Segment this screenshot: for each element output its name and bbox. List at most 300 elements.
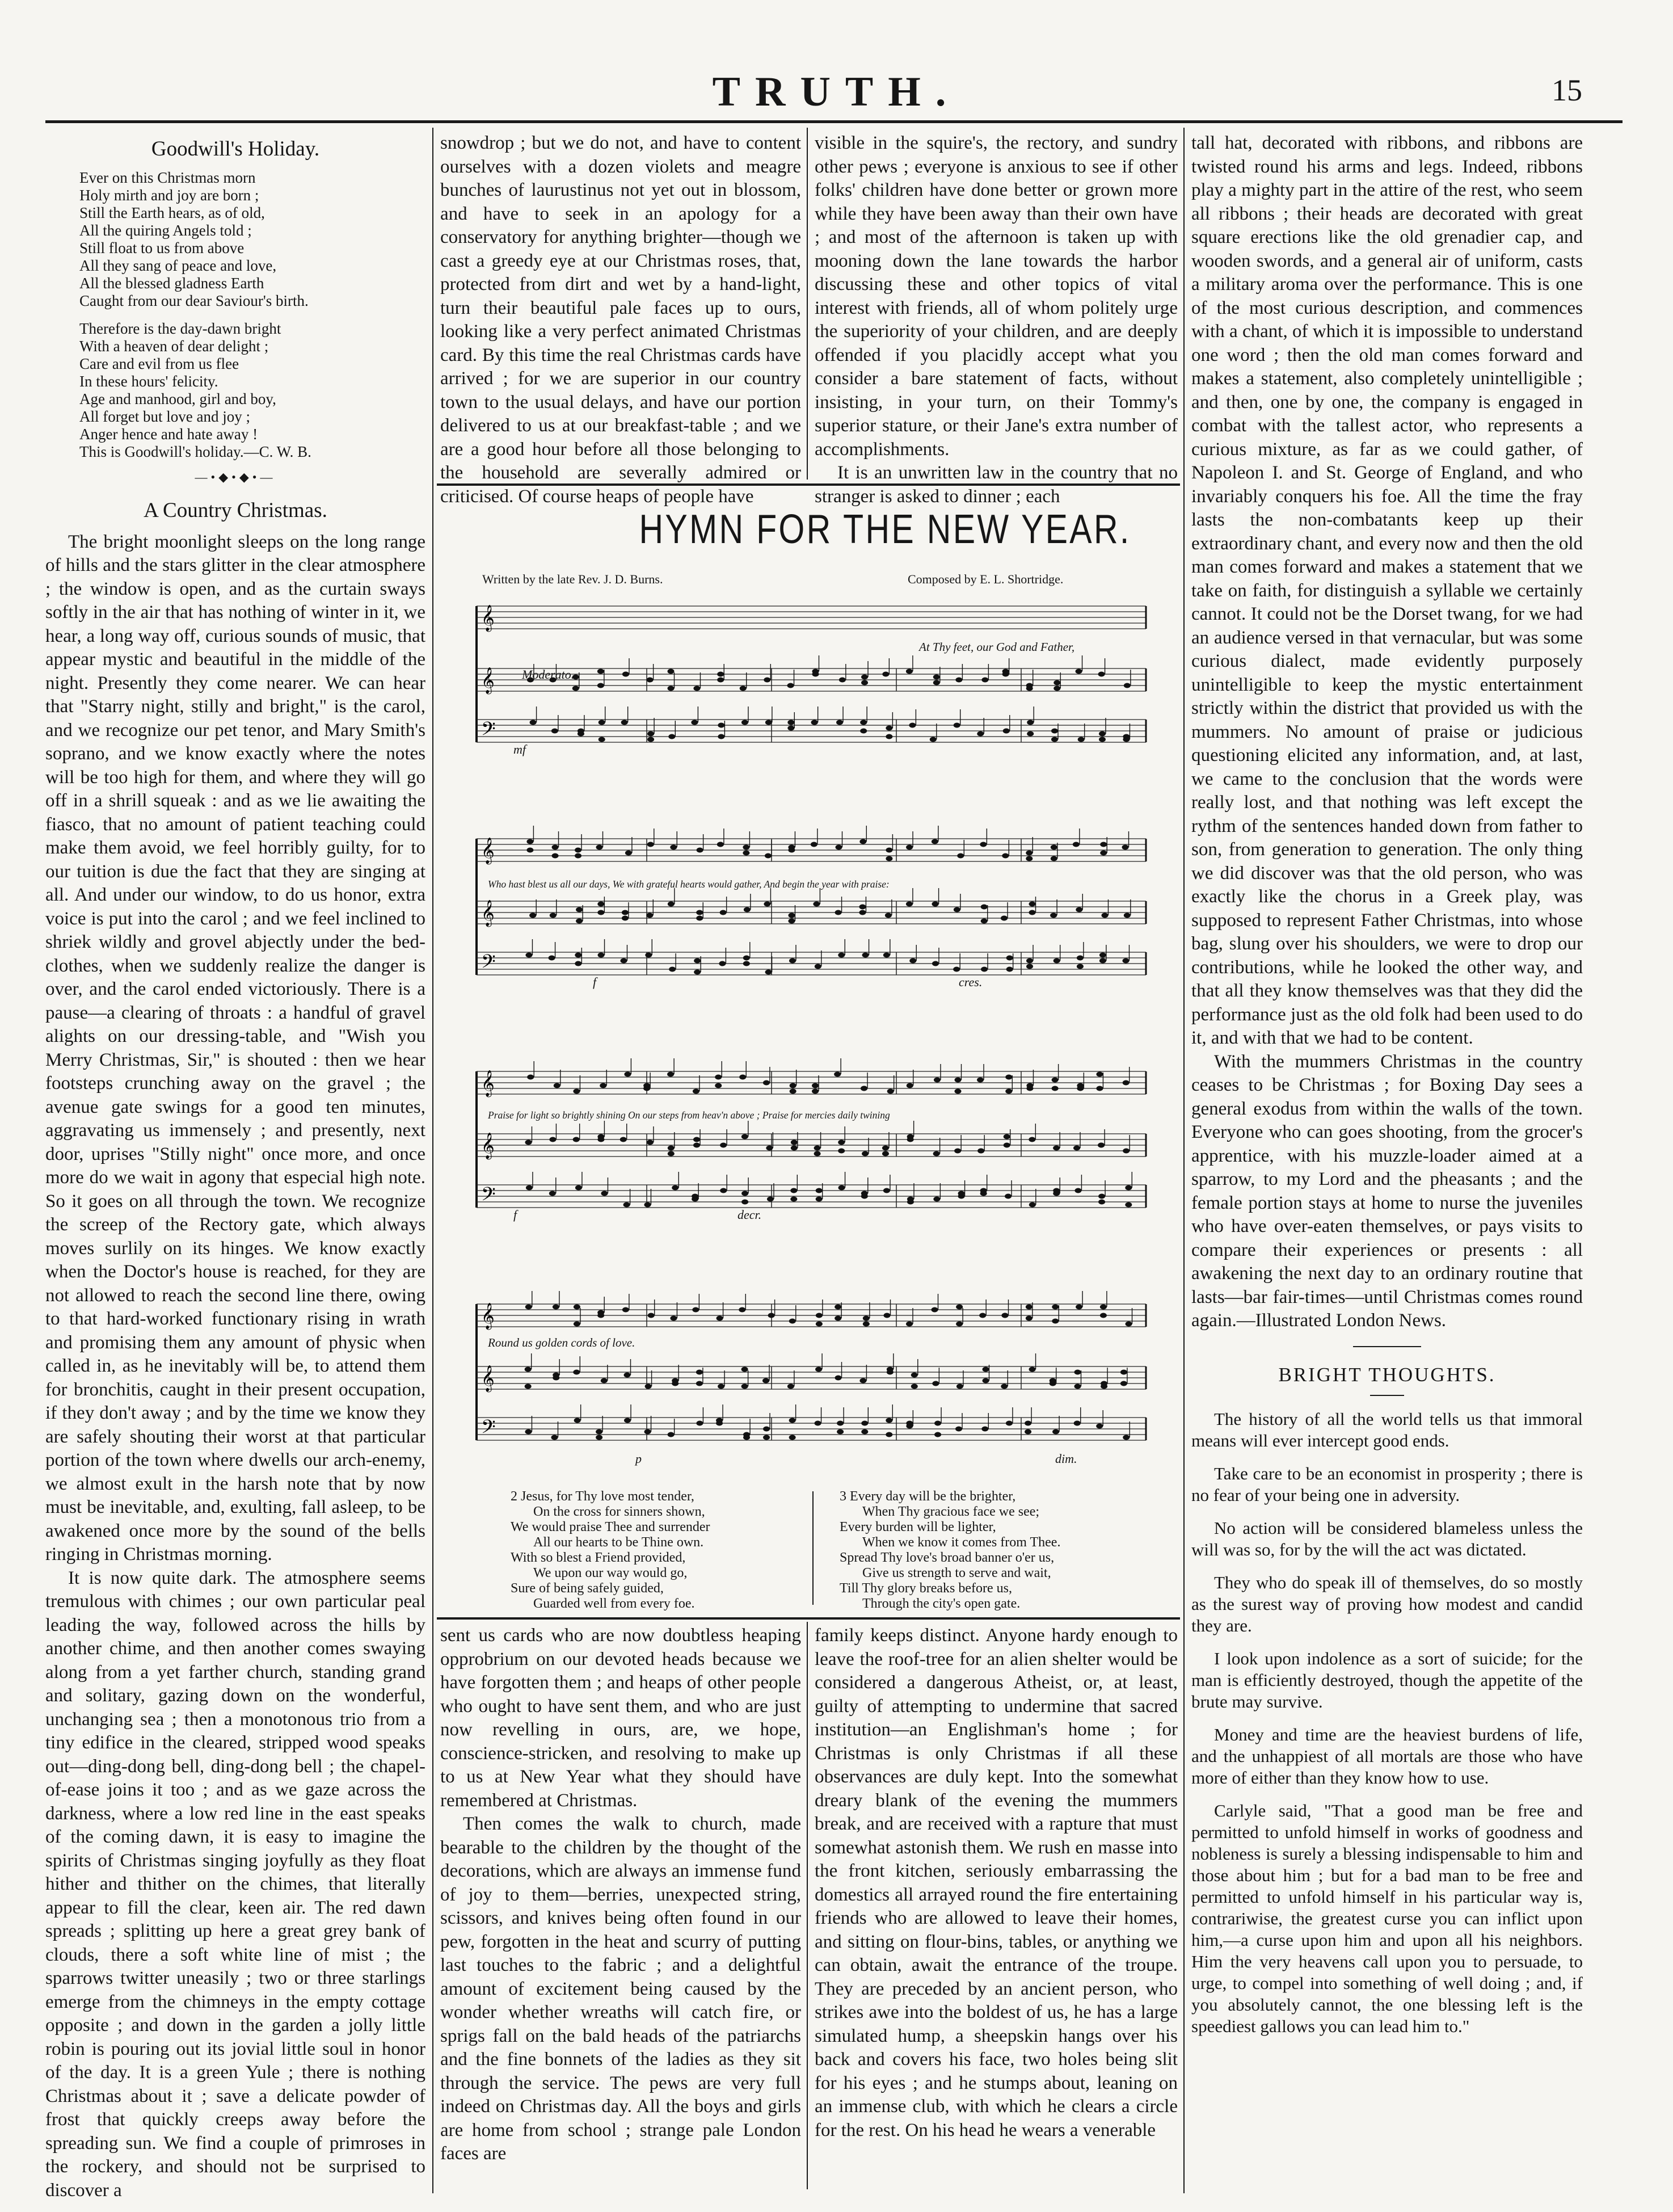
note-head [575, 848, 581, 853]
note-head [980, 1191, 987, 1196]
poem-line: Holy mirth and joy are born ; [79, 186, 259, 204]
verse-line: With so blest a Friend provided, [511, 1550, 686, 1565]
masthead-rule [45, 120, 1623, 123]
note-head [787, 1384, 794, 1389]
note-head [668, 1146, 675, 1151]
note-head [743, 845, 749, 850]
note-head [957, 853, 964, 859]
note-head [597, 902, 604, 907]
section-rule [1370, 1395, 1404, 1396]
note-head [647, 731, 654, 737]
note-head [862, 953, 869, 958]
note-head [1026, 851, 1033, 856]
column-rule [807, 128, 808, 480]
note-head [886, 726, 892, 731]
dynamic-marking: dim. [1055, 1452, 1077, 1466]
note-head [672, 1185, 679, 1191]
note-head [977, 731, 984, 737]
note-head [1029, 1137, 1035, 1142]
note-head [838, 1140, 845, 1145]
note-head [791, 1140, 798, 1145]
note-head [1001, 1313, 1008, 1318]
note-head [1101, 913, 1108, 918]
clef-icon: 𝄢 [481, 1184, 496, 1210]
verse-line: On the cross for sinners shown, [533, 1504, 705, 1519]
note-head [1074, 1370, 1081, 1375]
note-head [954, 1149, 961, 1154]
note-head [1125, 1202, 1132, 1208]
thought-item: Take care to be an economist in prosperity ; there is no fear of your being one in adversity. [1191, 1463, 1583, 1505]
note-head [1096, 1424, 1103, 1429]
note-head [790, 1197, 797, 1202]
note-head [932, 839, 938, 844]
note-head [644, 1202, 651, 1208]
note-head [1120, 1370, 1127, 1375]
note-head [743, 961, 750, 966]
dynamic-marking: f [513, 1208, 517, 1222]
note-head [789, 1435, 796, 1440]
note-head [1052, 1305, 1059, 1310]
note-head [932, 1307, 938, 1313]
note-head [620, 1137, 627, 1142]
note-head [1025, 1421, 1031, 1426]
note-head [1122, 845, 1129, 850]
note-head [720, 1188, 727, 1193]
note-head [693, 1089, 699, 1094]
note-head [835, 1376, 842, 1381]
note-head [625, 851, 632, 856]
note-head [862, 1151, 869, 1157]
note-head [815, 1421, 821, 1426]
note-head [906, 669, 913, 674]
note-head [624, 1418, 631, 1423]
note-head [834, 1072, 841, 1077]
verse-line: We would praise Thee and surrender [511, 1520, 710, 1534]
note-head [835, 1305, 841, 1310]
note-head [1100, 851, 1107, 856]
note-head [956, 1322, 963, 1327]
note-head [647, 678, 654, 683]
note-head [741, 1134, 748, 1139]
note-head [977, 1149, 984, 1154]
note-head [1124, 683, 1131, 688]
hymn-lyric-line: Round us golden cords of love. [488, 1336, 635, 1349]
note-head [622, 916, 629, 921]
note-head [763, 1435, 770, 1440]
note-head [835, 910, 842, 915]
note-head [694, 958, 701, 964]
thought-item: I look upon indolence as a sort of suicide; for the man is efficiently destroyed, though the appetite of the brute may survive. [1191, 1648, 1583, 1711]
note-head [1099, 958, 1106, 964]
note-head [1053, 1188, 1060, 1193]
note-head [838, 1149, 845, 1154]
note-head [933, 675, 940, 680]
note-head [1098, 1194, 1105, 1199]
note-head [1120, 1381, 1127, 1386]
note-head [788, 919, 795, 924]
note-head [549, 1191, 556, 1196]
verse-line: Through the city's open gate. [862, 1596, 1021, 1611]
thought-item: Money and time are the heaviest burdens of life, and the unhappiest of all mortals are those who have more of either than they know how to use. [1191, 1724, 1583, 1788]
note-head [981, 1427, 988, 1432]
clef-icon: 𝄞 [481, 1365, 495, 1391]
note-head [692, 1194, 698, 1199]
note-head [553, 1376, 559, 1381]
article-paragraph: visible in the squire's, the rectory, and sundry other pews ; everyone is anxious to see if other folks' children have done better or grown more while they have been away than their own have ; and most of the afternoon is taken up with mooning down the lane towards the harbor discussing these and other topics of vital interest with friends, all of whom politely urge the superiority of your children, and are deeply offended if you placidly accept what you consider a bare statement of facts, without insisting, in your turn, on their Tommy's superior stature, or their Jane's extra number of accomplishments. [815, 133, 1178, 460]
note-head [573, 1089, 580, 1094]
note-head [741, 720, 748, 725]
clef-icon: 𝄞 [481, 1303, 495, 1329]
note-head [837, 1421, 844, 1426]
note-head [766, 1146, 773, 1151]
article-paragraph: It is now quite dark. The atmosphere seems tremulous with chimes ; our own particular peal leading the way, followed across the hills by another chime, and then another comes swaying along from a yet farther church, standing grand and solitary, gazing down on the wonderful, unchanging sea ; then a monotonous trio from a tiny edifice in the cleared, stripped wood speaks out—ding-dong bell, ding-dong bell ; the chapel-of-ease joins it too ; and as we gaze across the darkness, where a low red line in the east speaks of the coming dawn, it is easy to imagine the spirits of Christmas singing joyfully as they float hither and thither on the chimes, that literally appear to fill the clear, keen air. The red dawn spreads ; splitting up here a great grey bank of clouds, there a soft white line of mist ; the sparrows twitter uneasily ; two or three starlings emerge from the chimneys in the empty cottage opposite ; and down in the garden a jolly little robin is pouring out its jovial little soul in honor of the day. It is a green Yule ; there is nothing Christmas about it ; save a delicate powder of frost that quickly creeps away before the spreading sun. We find a couple of primroses in the rockery, and should not be surprised to discover a [45, 1567, 425, 2201]
note-head [696, 916, 703, 921]
note-head [624, 1373, 631, 1378]
note-head [648, 1313, 655, 1318]
note-head [696, 1381, 703, 1386]
column-2-top [440, 132, 801, 507]
note-head [693, 686, 700, 691]
note-head [576, 919, 583, 924]
dynamic-marking: p [635, 1452, 642, 1466]
poem-line: All they sang of peace and love, [79, 256, 277, 274]
note-head [576, 907, 583, 912]
dynamic-marking: mf [513, 742, 526, 756]
note-head [601, 1378, 608, 1383]
note-head [1124, 913, 1131, 918]
column-rule [807, 1622, 808, 2189]
note-head [575, 1185, 582, 1191]
note-head [835, 1316, 841, 1321]
note-head [672, 1381, 679, 1386]
note-head [1001, 1384, 1008, 1389]
note-head [933, 1151, 940, 1157]
note-head [907, 1200, 914, 1205]
note-head [764, 902, 770, 907]
note-head [883, 953, 890, 958]
hymn-lyric-line: At Thy feet, our God and Father, [919, 640, 1075, 654]
note-head [932, 961, 939, 966]
verse-line: When Thy gracious face we see; [862, 1504, 1040, 1519]
note-head [885, 913, 892, 918]
clef-icon: 𝄞 [481, 605, 495, 631]
note-head [859, 839, 866, 844]
note-head [740, 686, 747, 691]
note-head [1051, 729, 1058, 734]
note-head [812, 1083, 819, 1088]
note-head [1029, 902, 1036, 907]
note-head [552, 853, 559, 859]
poem-line: Still float to us from above [79, 239, 245, 256]
note-head [954, 907, 960, 912]
dynamic-marking: cres. [959, 975, 983, 989]
note-head [1004, 1134, 1010, 1139]
note-head [1050, 913, 1057, 918]
note-head [1003, 729, 1010, 734]
note-head [1076, 907, 1082, 912]
note-head [860, 720, 867, 725]
article-paragraph: The bright moonlight sleeps on the long range of hills and the stars glitter in the clear atmosphere ; the window is open, and as the curtain sways softly in the air that has nothing of winter in it, we hear, a long way off, curious sounds of music, that appear mystic and beautiful in the middle of the night. Presently they come nearer. We can hear that "Starry night, stilly and bright," is the carol, and we recognize our pet tenor, and Mary Smith's soprano, and we know exactly where the notes will be too high for them, and where they will go off in a shrill squeak : and as we lie awaiting the fiasco, that no amount of patient teaching could make them avoid, we feel horribly guilty, for to our tuition is due the fact that they are singing at all. And under our window, to do us honor, extra voice is put into the carol ; and we feel inclined to shriek wildly and grovel abjectly under the bed-clothes, when we suddenly realize the danger is over, and the carol ended victoriously. There is a pause—a clearing of throats : a handful of gravel alights on our dressing-table, and "Wish you Merry Christmas, Sir," is shouted : then we hear footsteps crunching away on the gravel ; the avenue gate swings for a good ten minutes, aggravating us immensely ; and presently, next door, uprises "Stilly night" once more, and once more do we wait in agony that especial high note. So it goes on all through the town. We recognize the screep of the Rectory gate, which always moves surlily on its hinges. We know exactly when the Doctor's house is reached, for they are not allowed to reach the second line there, owing to that hard-worked functionary rising in wrath and promising them any amount of physic when called in, as he inevitably will be, to attend them for bronchitis, caught in their present occupation, if they don't away ; and by the time we know they are safely shouting their worst at that particular portion of the town where dwells our arch-enemy, we almost exult in the harsh note that by now must be inevitable, and, exulting, fall asleep, to be awakened once more by the sound of the bells ringing in Christmas morning. [45, 531, 425, 1565]
note-head [1098, 1143, 1105, 1148]
note-head [1074, 1188, 1081, 1193]
note-head [1025, 1429, 1031, 1435]
note-head [575, 953, 581, 958]
note-head [981, 678, 988, 683]
dynamic-marking: decr. [738, 1208, 762, 1222]
note-head [575, 961, 581, 966]
note-head [859, 905, 866, 910]
note-head [526, 839, 533, 844]
note-head [816, 1188, 823, 1193]
note-head [1077, 956, 1084, 961]
poem-line: Care and evil from us flee [79, 355, 239, 372]
note-head [597, 683, 604, 688]
note-head [861, 680, 868, 686]
note-head [549, 956, 555, 961]
note-head [622, 1307, 629, 1313]
note-head [645, 953, 652, 958]
note-head [790, 1089, 797, 1094]
note-head [932, 1381, 939, 1386]
note-head [765, 853, 772, 859]
note-head [601, 1191, 608, 1196]
note-head [788, 913, 795, 918]
note-head [863, 1322, 870, 1327]
note-head [768, 1313, 775, 1318]
note-head [763, 1080, 770, 1086]
note-head [815, 1367, 822, 1372]
verse-line: Till Thy glory breaks before us, [840, 1581, 1012, 1596]
note-head [816, 1197, 823, 1202]
note-head [861, 1086, 867, 1091]
clef-icon: 𝄞 [481, 667, 495, 693]
thought-item: No action will be considered blameless unless the will was so, for by the will the act was dictated. [1191, 1517, 1583, 1559]
note-head [1077, 1083, 1084, 1088]
note-head [886, 856, 892, 861]
note-head [741, 1200, 748, 1205]
clef-icon: 𝄞 [481, 838, 495, 864]
note-head [1051, 856, 1057, 861]
note-head [861, 1421, 868, 1426]
note-head [861, 675, 868, 680]
note-head [906, 1322, 913, 1327]
thought-item: Carlyle said, "That a good man be free and permitted to unfold himself in works of goodness and nobleness is surely a blessing indispensable to him and those about him ; but for a bad man to be free and permitted to unfold himself in his particular way is, contrariwise, the greatest curse you can inflict upon him,—a curse upon him and upon all his neighbors. Him the very heavens call upon you to persuade, to urge, to compel into something of well doing ; and, if you absolutely cannot, the one blessing left is the speediest gallows you can lead him to." [1191, 1800, 1583, 2036]
column-4 [1191, 132, 1583, 2197]
note-head [696, 1421, 703, 1426]
note-head [643, 1083, 650, 1088]
note-head [597, 669, 604, 674]
note-head [884, 1313, 891, 1318]
note-head [814, 1146, 821, 1151]
note-head [718, 723, 724, 728]
note-head [692, 1307, 699, 1313]
note-head [981, 919, 988, 924]
note-head [1029, 1202, 1036, 1208]
note-head [839, 678, 846, 683]
note-head [882, 672, 889, 677]
article-paragraph: tall hat, decorated with ribbons, and ribbons are twisted round his arms and legs. Indeed, ribbons play a mighty part in the attire of the rest, who seem all ribbons ; their heads are decorated with great square erections like the old grenadier cap, and wooden swords, and a general air of uniform, casts a military aroma over the performance. This is one of the most curious description, and commences with a chant, of which it is impossible to understand one word ; then the old man comes forward and makes a statement, also completely unintelligible ; and then, one by one, the company is engaged in combat with the tallest actor, who represents a curious mixture, as far as we could gather, of Napoleon I. and St. George of England, and who invariably conquers his foe. All the time the fray lasts the non-combatants keep up their extraordinary chant, and every now and then the old man comes forward and makes a statement that we take on faith, for distinguish a syllable we certainly cannot. It could not be the Dorset twang, for we had an audience versed in that vernacular, but was some curious dialect, made evidently purposely unintelligible to keep the mystic entertainment strictly within the district that provided us with the mummers. No amount of praise or judicious questioning elicited any information, and, at last, we came to the conclusion that the words were really lost, and that nothing was left except the rythm of the sentences handed down from father to son, from generation to generation. The only thing we did discover was that the old person, who was exactly like the chorus in a Greek play, was supposed to represent Father Christmas, into whose bag, slung over his shoulders, we were to drop our contributions, while he looked the other way, and that all they know themselves was that they did the performance just as the old folk had been used to do it, and with that we had to be content. [1191, 133, 1583, 1048]
note-head [787, 720, 794, 725]
column-rule [432, 128, 433, 2193]
poem-line: Age and manhood, girl and boy, [79, 390, 276, 407]
note-head [647, 1140, 654, 1145]
note-head [956, 1305, 963, 1310]
note-head [1074, 1421, 1081, 1426]
note-head [812, 1089, 819, 1094]
note-head [932, 902, 939, 907]
note-head [1052, 1078, 1059, 1083]
note-head [1005, 1089, 1012, 1094]
page-number: 15 [1552, 73, 1582, 107]
note-head [1005, 1075, 1012, 1080]
note-head [669, 967, 676, 972]
clef-icon: 𝄢 [481, 951, 496, 977]
note-head [1027, 731, 1034, 737]
note-head [552, 845, 559, 850]
column-1 [45, 132, 425, 2201]
thought-item: They who do speak ill of themselves, do so mostly as the surest way of proving how modest and candid they are. [1191, 1572, 1583, 1635]
note-head [811, 720, 818, 725]
clef-icon: 𝄢 [481, 1416, 496, 1443]
section-rule [1353, 1346, 1421, 1347]
note-head [1006, 1421, 1013, 1426]
note-head [1053, 1146, 1060, 1151]
note-head [739, 1307, 745, 1313]
verse-line: Sure of being safely guided, [511, 1581, 664, 1596]
note-head [717, 678, 724, 683]
verse-divider [812, 1491, 814, 1605]
note-head [1123, 1149, 1130, 1154]
article-paragraph: sent us cards who are now doubtless heaping opprobrium on our devoted heads because we have forgotten them ; and heaps of other people who ought to have sent them, and who are just now revelling in ours, are, we hope, conscience-stricken, and resolving to make up to us at New Year what they should have remembered at Christmas. [440, 1625, 801, 1811]
note-head [838, 1185, 845, 1191]
note-head [836, 845, 842, 850]
note-head [623, 1202, 630, 1208]
note-head [530, 720, 537, 725]
note-head [696, 1370, 703, 1375]
note-head [813, 902, 820, 907]
note-head [1004, 1143, 1010, 1148]
note-head [1100, 1305, 1107, 1310]
note-head [525, 1429, 532, 1435]
note-head [789, 1319, 796, 1324]
note-head [572, 686, 579, 691]
clef-icon: 𝄢 [481, 718, 496, 745]
note-head [647, 842, 654, 847]
hymn-bottom-rule [437, 1617, 1180, 1620]
note-head [620, 958, 627, 964]
note-head [1053, 958, 1060, 964]
note-head [887, 1370, 894, 1375]
note-head [933, 1197, 940, 1202]
note-head [720, 1143, 727, 1148]
note-head [1099, 953, 1106, 958]
note-head [600, 1083, 606, 1088]
note-head [790, 1188, 797, 1193]
note-head [787, 726, 794, 731]
note-head [527, 1075, 534, 1080]
note-head [765, 720, 772, 725]
note-head [646, 913, 653, 918]
note-head [1053, 680, 1060, 686]
note-head [743, 956, 750, 961]
note-head [981, 967, 988, 972]
note-head [720, 910, 727, 915]
note-head [911, 1384, 918, 1389]
clef-icon: 𝄞 [481, 900, 495, 926]
note-head [886, 734, 892, 739]
note-head [622, 672, 629, 677]
article-paragraph: It is an unwritten law in the country that no stranger is asked to dinner ; each [815, 462, 1178, 507]
article-paragraph: With the mummers Christmas in the country ceases to be Christmas ; for Boxing Day sees a general exodus from within the walls of the town. Everyone who can goes shooting, from the grocer's apprentice, with his muzzle-loader aimed at a sparrow, to my Lord and the pheasants ; and the female portion stays at home to nurse the juveniles who have over-eaten themselves, or pays visits to compare their experiences or presents : all awakening the next day to an ordinary routine that lasts—bar fair-times—until Christmas comes round again.—Illustrated London News. [1191, 1051, 1583, 1331]
note-head [789, 1418, 796, 1423]
note-head [525, 1367, 532, 1372]
article-paragraph: Then comes the walk to church, made bearable to the children by the thought of the decorations, which are always an immense fund of joy to them—berries, unexpected string, scissors, and knives being often found in our pew, forgotten in the heat and scurry of putting last touches to the fabric ; and a delightful amount of excitement being caused by the wonder whether wreaths will catch fire, or sprigs fall on the bald heads of the patriarchs and the fine bonnets of the ladies as they sit through the service. The pews are very full indeed on Christmas day. All the boys and girls are home from school ; strange pale London faces are [440, 1814, 801, 2164]
note-head [596, 1429, 602, 1435]
poem-stanza-2 [45, 320, 425, 461]
note-head [739, 1075, 746, 1080]
note-head [1026, 1316, 1033, 1321]
note-head [621, 720, 628, 725]
note-head [1073, 1146, 1080, 1151]
note-head [715, 1083, 722, 1088]
note-head [1050, 1378, 1056, 1383]
note-head [667, 1072, 674, 1077]
note-head [1051, 737, 1058, 742]
hymn-writer-credit: Written by the late Rev. J. D. Burns. [482, 572, 663, 586]
note-head [955, 1427, 962, 1432]
poem-line: Still the Earth hears, as of old, [79, 204, 265, 221]
note-head [764, 678, 770, 683]
note-head [816, 1322, 823, 1327]
note-head [811, 842, 817, 847]
note-head [859, 910, 866, 915]
column-3-bottom [815, 1624, 1178, 2192]
note-head [886, 1432, 892, 1437]
note-head [743, 1435, 750, 1440]
note-head [909, 723, 916, 728]
note-head [886, 1418, 892, 1423]
note-head [668, 902, 675, 907]
note-head [907, 1137, 914, 1142]
note-head [717, 1316, 723, 1321]
note-head [578, 731, 584, 737]
note-head [597, 910, 604, 915]
note-head [911, 1373, 918, 1378]
note-head [934, 1432, 941, 1437]
note-head [1051, 845, 1057, 850]
hymn-verse-2 [511, 1489, 710, 1612]
note-head [668, 1432, 675, 1437]
poem-line: All the blessed gladness Earth [79, 274, 264, 292]
note-head [1100, 1313, 1107, 1318]
note-head [1125, 1185, 1132, 1191]
note-head [526, 1185, 533, 1191]
note-head [597, 1137, 604, 1142]
poem-line: Therefore is the day-dawn bright [79, 319, 281, 337]
note-head [1096, 1086, 1103, 1091]
masthead-title: TRUTH. [712, 69, 961, 115]
note-head [1002, 669, 1009, 674]
note-head [744, 907, 751, 912]
note-head [1026, 1305, 1033, 1310]
note-head [596, 1435, 602, 1440]
note-head [717, 672, 724, 677]
note-head [716, 1421, 723, 1426]
note-head [670, 845, 677, 850]
verse-line: Spread Thy love's broad banner o'er us, [840, 1550, 1055, 1565]
thoughts-list [1191, 1408, 1583, 2037]
note-head [718, 1384, 724, 1389]
